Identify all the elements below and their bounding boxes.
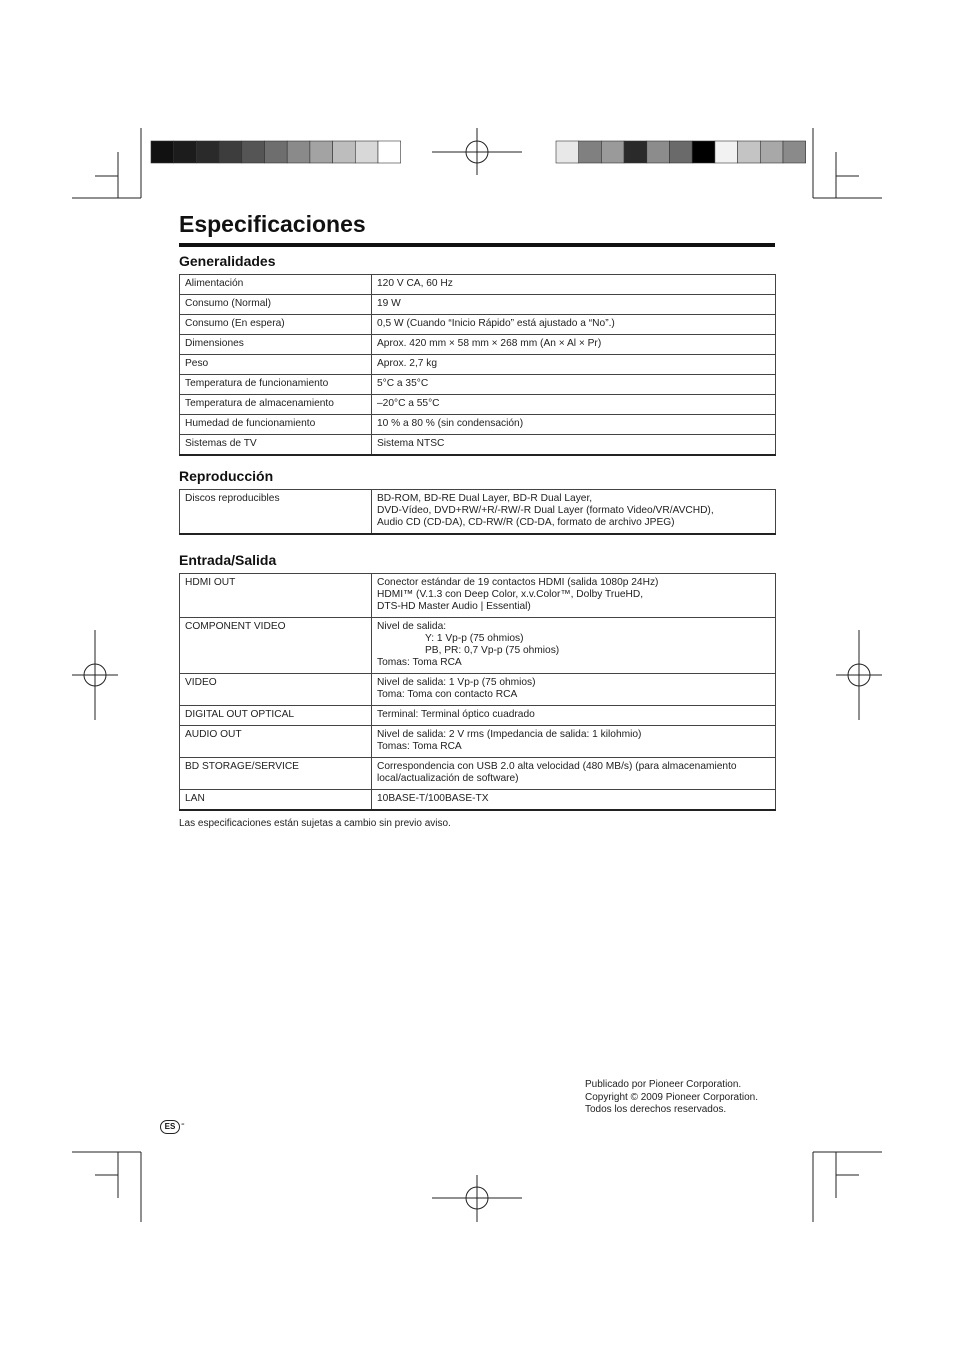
table-row <box>180 355 776 375</box>
spec-value <box>372 618 776 674</box>
generalidades-table-body <box>180 275 776 456</box>
spec-value: 0,5 W (Cuando “Inicio Rápido” está ajustado a “No”.) <box>372 315 776 335</box>
publisher-line: Copyright © 2009 Pioneer Corporation. <box>585 1091 759 1103</box>
calibration-swatch <box>760 141 783 163</box>
spec-value-line: Y: 1 Vp-p (75 ohmios) <box>425 633 524 644</box>
language-badge: ES <box>160 1120 180 1134</box>
calibration-swatch <box>196 141 219 163</box>
calibration-swatch <box>287 141 310 163</box>
calibration-swatch <box>310 141 333 163</box>
spec-value-line: PB, PR: 0,7 Vp-p (75 ohmios) <box>425 645 560 656</box>
spec-label: LAN <box>180 790 372 811</box>
table-row <box>180 295 776 315</box>
spec-label: Consumo (En espera) <box>180 315 372 335</box>
spec-value: Aprox. 2,7 kg <box>372 355 776 375</box>
spec-label: HDMI OUT <box>180 574 372 618</box>
spec-label: Alimentación <box>180 275 372 295</box>
calibration-swatch <box>355 141 378 163</box>
page-title: Especificaciones <box>179 209 775 247</box>
spec-value: Nivel de salida: 2 V rms (Impedancia de salida: 1 kilohmio) Tomas: Toma RCA <box>372 726 776 758</box>
reproduccion-table <box>179 489 776 535</box>
spec-value: BD-ROM, BD-RE Dual Layer, BD-R Dual Layer, DVD-Vídeo, DVD+RW/+R/-RW/-R Dual Layer (formato Video/VR/AVCHD), Audio CD (CD-DA), CD-RW/R (CD-DA, formato de archivo JPEG) <box>372 490 776 535</box>
spec-label: VIDEO <box>180 674 372 706</box>
spec-label: DIGITAL OUT OPTICAL <box>180 706 372 726</box>
spec-value: 120 V CA, 60 Hz <box>372 275 776 295</box>
spec-label: Sistemas de TV <box>180 435 372 456</box>
spec-label: Consumo (Normal) <box>180 295 372 315</box>
spec-label: AUDIO OUT <box>180 726 372 758</box>
publisher-info <box>585 1079 758 1117</box>
spec-value: Terminal: Terminal óptico cuadrado <box>372 706 776 726</box>
calibration-swatch <box>556 141 579 163</box>
table-row <box>180 435 776 456</box>
calibration-swatch <box>738 141 761 163</box>
table-row <box>180 335 776 355</box>
spec-label: Temperatura de funcionamiento <box>180 375 372 395</box>
spec-value: Nivel de salida: 1 Vp-p (75 ohmios) Toma: Toma con contacto RCA <box>372 674 776 706</box>
calibration-swatch <box>647 141 670 163</box>
spec-label: COMPONENT VIDEO <box>180 618 372 674</box>
spec-value: 5°C a 35°C <box>372 375 776 395</box>
spec-label: Peso <box>180 355 372 375</box>
calibration-swatch <box>219 141 242 163</box>
calibration-swatch <box>601 141 624 163</box>
spec-label: Humedad de funcionamiento <box>180 415 372 435</box>
section-heading-reproduccion: Reproducción <box>179 468 274 484</box>
calibration-swatch <box>624 141 647 163</box>
table-row <box>180 674 776 706</box>
spec-value: Aprox. 420 mm × 58 mm × 268 mm (An × Al × Pr) <box>372 335 776 355</box>
spec-value: Conector estándar de 19 contactos HDMI (salida 1080p 24Hz) HDMI™ (V.1.3 con Deep Color, x.v.Color™, Dolby TrueHD, DTS-HD Master Audio | Essential) <box>372 574 776 618</box>
calibration-swatch <box>242 141 265 163</box>
table-row <box>180 758 776 790</box>
calibration-strip-left <box>151 141 401 163</box>
spec-value-line: Tomas: Toma RCA <box>377 657 462 668</box>
table-row <box>180 490 776 535</box>
section-heading-generalidades: Generalidades <box>179 253 276 269</box>
spec-value: 10 % a 80 % (sin condensación) <box>372 415 776 435</box>
spec-value: Correspondencia con USB 2.0 alta velocidad (480 MB/s) (para almacenamiento local/actualización de software) <box>372 758 776 790</box>
spec-value: 19 W <box>372 295 776 315</box>
calibration-swatch <box>333 141 356 163</box>
spec-value: Sistema NTSC <box>372 435 776 456</box>
generalidades-table <box>179 274 776 456</box>
calibration-swatch <box>151 141 174 163</box>
entrada-salida-table-body <box>180 574 776 811</box>
table-row <box>180 275 776 295</box>
spec-value: 10BASE-T/100BASE-TX <box>372 790 776 811</box>
spec-value: –20°C a 55°C <box>372 395 776 415</box>
publisher-line: Todos los derechos reservados. <box>585 1104 727 1115</box>
calibration-swatch <box>715 141 738 163</box>
calibration-swatch <box>174 141 197 163</box>
entrada-salida-table <box>179 573 776 811</box>
table-row <box>180 574 776 618</box>
spec-value-line: Nivel de salida: <box>377 621 447 632</box>
calibration-swatch <box>579 141 602 163</box>
calibration-strip-right <box>556 141 806 163</box>
table-row <box>180 726 776 758</box>
publisher-line: Publicado por Pioneer Corporation. <box>585 1079 742 1090</box>
spec-label: Dimensiones <box>180 335 372 355</box>
table-row <box>180 415 776 435</box>
table-row <box>180 315 776 335</box>
spec-label: Temperatura de almacenamiento <box>180 395 372 415</box>
spec-label: Discos reproducibles <box>180 490 372 535</box>
reproduccion-table-body <box>180 490 776 535</box>
spec-label: BD STORAGE/SERVICE <box>180 758 372 790</box>
section-heading-entrada-salida: Entrada/Salida <box>179 552 277 568</box>
calibration-swatch <box>265 141 288 163</box>
spec-disclaimer-note: Las especificaciones están sujetas a cambio sin previo aviso. <box>179 818 451 829</box>
table-row <box>180 618 776 674</box>
table-row <box>180 790 776 811</box>
calibration-swatch <box>670 141 693 163</box>
calibration-swatch <box>783 141 806 163</box>
page-number-separator: - <box>181 1118 185 1130</box>
table-row <box>180 395 776 415</box>
table-row <box>180 375 776 395</box>
table-row <box>180 706 776 726</box>
calibration-swatch <box>692 141 715 163</box>
calibration-swatch <box>378 141 401 163</box>
